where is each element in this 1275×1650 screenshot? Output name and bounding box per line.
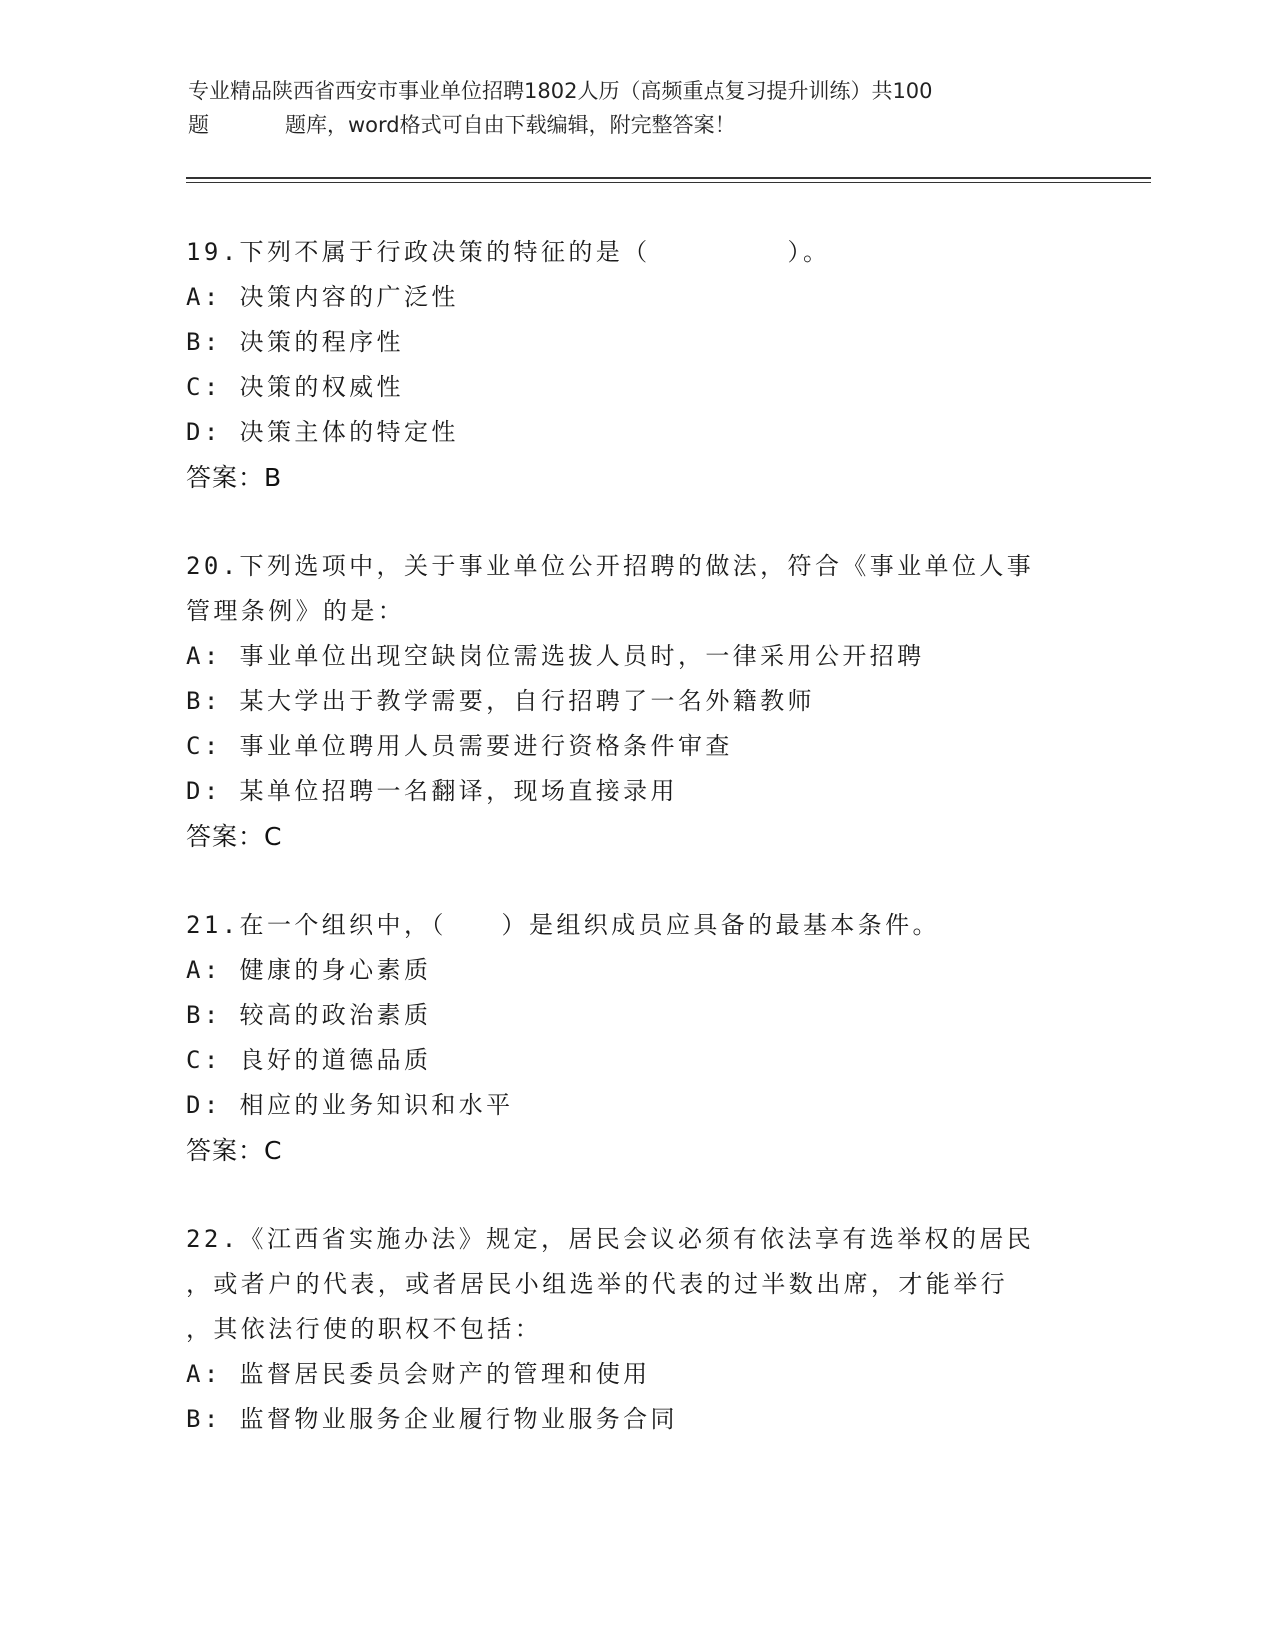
answer: 答案：B bbox=[186, 463, 283, 492]
answer: 答案：C bbox=[186, 822, 283, 851]
question-text: 21.在一个组织中，（ ）是组织成员应具备的最基本条件。 bbox=[186, 911, 940, 939]
header-divider-thin bbox=[186, 182, 1151, 183]
option-b: B: 决策的程序性 bbox=[186, 328, 404, 356]
header-title-line-1: 专业精品陕西省西安市事业单位招聘1802人历（高频重点复习提升训练）共100 bbox=[188, 79, 933, 103]
question-list bbox=[186, 230, 1086, 1486]
question-22 bbox=[186, 1217, 1086, 1442]
header-divider-thick bbox=[186, 177, 1151, 179]
option-c: C: 决策的权威性 bbox=[186, 373, 404, 401]
option-a: A: 事业单位出现空缺岗位需选拔人员时，一律采用公开招聘 bbox=[186, 642, 925, 670]
question-21 bbox=[186, 903, 1086, 1173]
option-b: B: 某大学出于教学需要，自行招聘了一名外籍教师 bbox=[186, 687, 815, 715]
question-text-continued: ，其依法行使的职权不包括： bbox=[186, 1315, 543, 1343]
question-text-continued: ，或者户的代表，或者居民小组选举的代表的过半数出席，才能举行 bbox=[186, 1270, 1008, 1298]
option-b: B: 监督物业服务企业履行物业服务合同 bbox=[186, 1405, 678, 1433]
header-title-prefix: 题 bbox=[188, 113, 209, 137]
question-text: 22.《江西省实施办法》规定，居民会议必须有依法享有选举权的居民 bbox=[186, 1225, 1035, 1253]
question-20 bbox=[186, 544, 1086, 859]
answer: 答案：C bbox=[186, 1136, 283, 1165]
question-text: 20.下列选项中，关于事业单位公开招聘的做法，符合《事业单位人事 bbox=[186, 552, 1035, 580]
option-c: C: 良好的道德品质 bbox=[186, 1046, 432, 1074]
option-d: D: 决策主体的特定性 bbox=[186, 418, 459, 446]
header-title-rest: 题库，word格式可自由下载编辑，附完整答案！ bbox=[285, 113, 736, 137]
header-title-line-2 bbox=[188, 108, 1088, 142]
option-a: A: 监督居民委员会财产的管理和使用 bbox=[186, 1360, 651, 1388]
option-c: C: 事业单位聘用人员需要进行资格条件审查 bbox=[186, 732, 733, 760]
option-a: A: 健康的身心素质 bbox=[186, 956, 432, 984]
option-b: B: 较高的政治素质 bbox=[186, 1001, 432, 1029]
option-d: D: 某单位招聘一名翻译，现场直接录用 bbox=[186, 777, 678, 805]
document-header bbox=[188, 74, 1088, 142]
question-text: 19.下列不属于行政决策的特征的是（ ）。 bbox=[186, 238, 831, 266]
option-d: D: 相应的业务知识和水平 bbox=[186, 1091, 514, 1119]
question-19 bbox=[186, 230, 1086, 500]
option-a: A: 决策内容的广泛性 bbox=[186, 283, 459, 311]
question-text-continued: 管理条例》的是： bbox=[186, 597, 406, 625]
